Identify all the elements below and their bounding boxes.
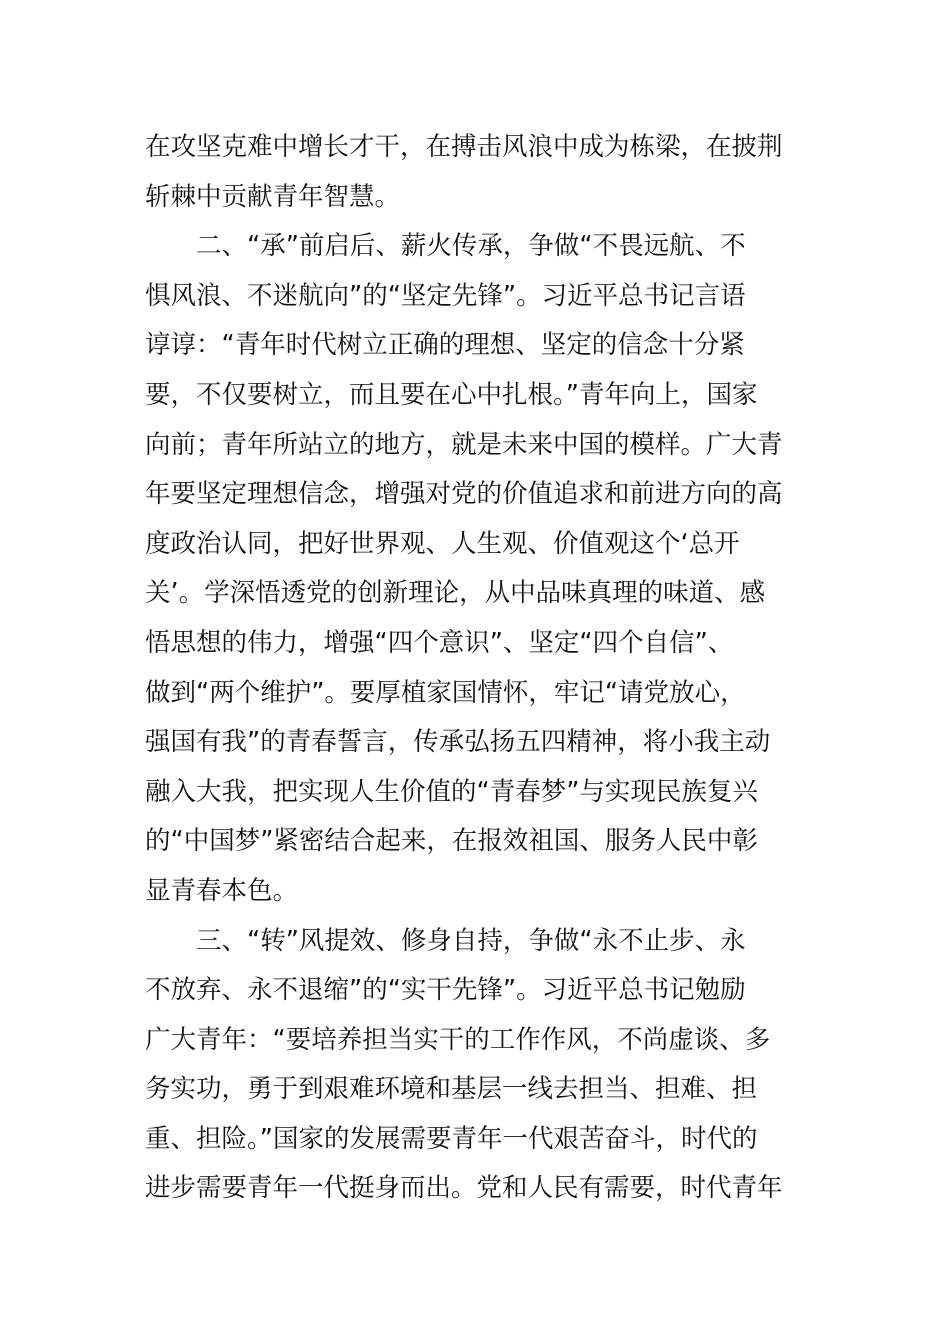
text-line: 年要坚定理想信念，增强对党的价值追求和前进方向的高 bbox=[145, 479, 783, 510]
section-heading-line: 二、“承”前启后、薪火传承，争做“不畏远航、不 bbox=[196, 231, 746, 262]
text-line: 向前；青年所站立的地方，就是未来中国的模样。广大青 bbox=[145, 429, 783, 460]
text-line: 度政治认同，把好世界观、人生观、价值观这个‘总开 bbox=[145, 528, 740, 559]
text-line: 融入大我，把实现人生价值的“青春梦”与实现民族复兴 bbox=[145, 776, 758, 807]
text-line: 惧风浪、不迷航向”的“坚定先锋”。习近平总书记言语 bbox=[145, 280, 746, 311]
text-line: 广大青年：“要培养担当实干的工作作风，不尚虚谈、多 bbox=[145, 1024, 771, 1055]
text-line: 的“中国梦”紧密结合起来，在报效祖国、服务人民中彰 bbox=[145, 826, 758, 857]
section-heading-line: 三、“转”风提效、修身自持，争做“永不止步、永 bbox=[196, 925, 746, 956]
text-line: 关’。学深悟透党的创新理论，从中品味真理的味道、感 bbox=[145, 578, 766, 609]
text-line: 悟思想的伟力，增强“四个意识”、坚定“四个自信”、 bbox=[145, 627, 734, 658]
text-line: 谆谆：“青年时代树立正确的理想、坚定的信念十分紧 bbox=[145, 330, 745, 361]
text-line: 做到“两个维护”。要厚植家国情怀，牢记“请党放心， bbox=[145, 677, 746, 708]
text-line: 务实功，勇于到艰难环境和基层一线去担当、担难、担 bbox=[145, 1074, 758, 1105]
text-line: 斩棘中贡献青年智慧。 bbox=[145, 181, 401, 212]
text-line: 不放弃、永不退缩”的“实干先锋”。习近平总书记勉励 bbox=[145, 975, 746, 1006]
body-text bbox=[145, 123, 815, 1214]
text-line: 进步需要青年一代挺身而出。党和人民有需要，时代青年 bbox=[145, 1173, 783, 1204]
text-line: 在攻坚克难中增长才干，在搏击风浪中成为栋梁，在披荆 bbox=[145, 132, 783, 162]
text-line: 重、担险。”国家的发展需要青年一代艰苦奋斗，时代的 bbox=[145, 1123, 758, 1154]
text-line: 强国有我”的青春誓言，传承弘扬五四精神，将小我主动 bbox=[145, 727, 771, 758]
text-line: 要，不仅要树立，而且要在心中扎根。”青年向上，国家 bbox=[145, 379, 758, 410]
text-line: 显青春本色。 bbox=[145, 875, 299, 906]
